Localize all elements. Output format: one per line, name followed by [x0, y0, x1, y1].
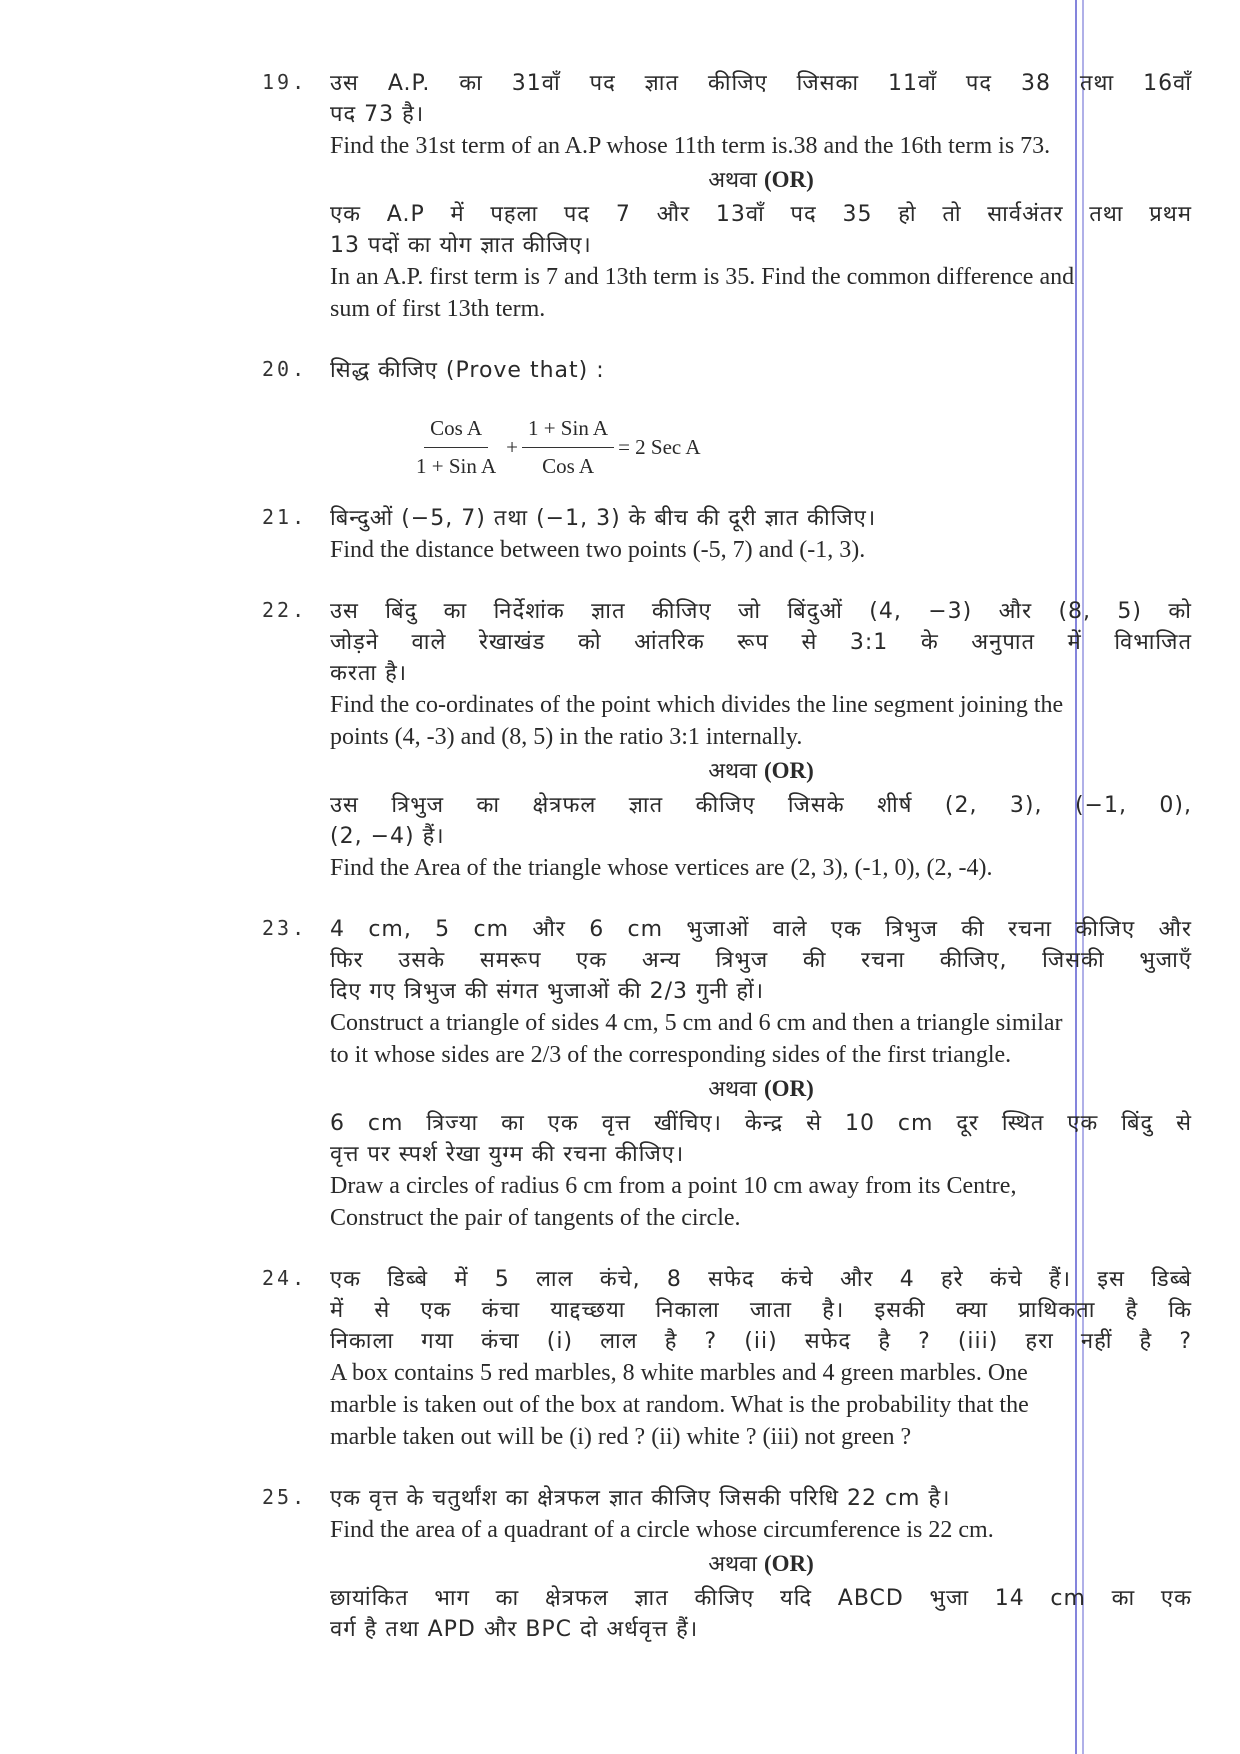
hindi-line: 6 cm त्रिज्या का एक वृत्त खींचिए। केन्द्र से 10 cm दूर स्थित एक बिंदु से — [330, 1111, 1192, 1136]
fraction-numerator: 1 + Sin A — [522, 416, 614, 448]
hindi-line: करता है। — [330, 661, 408, 686]
or-english: (OR) — [763, 1551, 814, 1576]
question-23 — [262, 914, 1192, 1234]
hindi-line: उस त्रिभुज का क्षेत्रफल ज्ञात कीजिए जिसके शीर्ष (2, 3), (−1, 0), — [330, 793, 1192, 818]
english-line: Find the distance between two points (-5, 7) and (-1, 3). — [330, 537, 866, 563]
or-divider — [330, 164, 1192, 197]
exam-page — [262, 68, 1192, 1645]
question-24 — [262, 1264, 1192, 1453]
english-line: Construct a triangle of sides 4 cm, 5 cm and 6 cm and then a triangle similar — [330, 1010, 1063, 1036]
question-20 — [262, 355, 1192, 479]
question-number: 20. — [262, 357, 308, 381]
fraction-1 — [410, 416, 502, 479]
english-line: marble is taken out of the box at random. What is the probability that the — [330, 1392, 1029, 1418]
hindi-line: 13 पदों का योग ज्ञात कीजिए। — [330, 233, 592, 258]
equation-rhs: = 2 Sec A — [618, 435, 701, 459]
hindi-line: एक A.P में पहला पद 7 और 13वाँ पद 35 हो तो सार्वअंतर तथा प्रथम — [330, 202, 1192, 227]
hindi-line: बिन्दुओं (−5, 7) तथा (−1, 3) के बीच की दूरी ज्ञात कीजिए। — [330, 506, 877, 531]
question-number: 23. — [262, 916, 308, 940]
question-number: 22. — [262, 598, 308, 622]
or-hindi: अथवा — [708, 1077, 757, 1102]
english-line: sum of first 13th term. — [330, 296, 546, 322]
or-hindi: अथवा — [708, 1552, 757, 1577]
english-line: points (4, -3) and (8, 5) in the ratio 3:1 internally. — [330, 724, 803, 750]
question-number: 24. — [262, 1266, 308, 1290]
hindi-line: एक वृत्त के चतुर्थांश का क्षेत्रफल ज्ञात कीजिए जिसकी परिधि 22 cm है। — [330, 1486, 951, 1511]
hindi-line: (2, −4) हैं। — [330, 824, 445, 849]
hindi-line: उस A.P. का 31वाँ पद ज्ञात कीजिए जिसका 11वाँ पद 38 तथा 16वाँ — [330, 71, 1192, 96]
english-line: to it whose sides are 2/3 of the corresponding sides of the first triangle. — [330, 1042, 1012, 1068]
fraction-denominator: Cos A — [542, 454, 594, 478]
hindi-line: 4 cm, 5 cm और 6 cm भुजाओं वाले एक त्रिभुज की रचना कीजिए और — [330, 917, 1192, 942]
fraction-denominator: 1 + Sin A — [416, 454, 497, 478]
or-divider — [330, 1073, 1192, 1106]
hindi-line: उस बिंदु का निर्देशांक ज्ञात कीजिए जो बिंदुओं (4, −3) और (8, 5) को — [330, 599, 1192, 624]
hindi-line: सिद्ध कीजिए (Prove that) : — [330, 358, 605, 383]
english-line: In an A.P. first term is 7 and 13th term is 35. Find the common difference and — [330, 264, 1075, 290]
plus-sign: + — [506, 435, 518, 459]
fraction-numerator: Cos A — [424, 416, 488, 448]
question-number: 19. — [262, 70, 308, 94]
hindi-line: दिए गए त्रिभुज की संगत भुजाओं की 2/3 गुनी हों। — [330, 979, 765, 1004]
or-hindi: अथवा — [708, 759, 757, 784]
question-25 — [262, 1483, 1192, 1645]
or-english: (OR) — [763, 167, 814, 192]
english-line: Find the area of a quadrant of a circle whose circumference is 22 cm. — [330, 1517, 994, 1543]
question-21 — [262, 503, 1192, 566]
or-english: (OR) — [763, 758, 814, 783]
english-line: A box contains 5 red marbles, 8 white marbles and 4 green marbles. One — [330, 1360, 1028, 1386]
hindi-line: निकाला गया कंचा (i) लाल है ? (ii) सफेद है ? (iii) हरा नहीं है ? — [330, 1329, 1192, 1354]
english-line: Find the Area of the triangle whose vertices are (2, 3), (-1, 0), (2, -4). — [330, 855, 993, 881]
hindi-line: में से एक कंचा याद्दच्छया निकाला जाता है। इसकी क्या प्राथिकता है कि — [330, 1298, 1192, 1323]
hindi-line: पद 73 है। — [330, 102, 425, 127]
english-line: Draw a circles of radius 6 cm from a point 10 cm away from its Centre, — [330, 1173, 1017, 1199]
or-hindi: अथवा — [708, 168, 757, 193]
hindi-line: वृत्त पर स्पर्श रेखा युग्म की रचना कीजिए। — [330, 1142, 685, 1167]
question-22 — [262, 596, 1192, 884]
trig-equation — [410, 416, 1192, 479]
or-english: (OR) — [763, 1076, 814, 1101]
fraction-2 — [522, 416, 614, 479]
english-line: Construct the pair of tangents of the circle. — [330, 1205, 741, 1231]
hindi-line: फिर उसके समरूप एक अन्य त्रिभुज की रचना कीजिए, जिसकी भुजाएँ — [330, 948, 1192, 973]
hindi-line: जोड़ने वाले रेखाखंड को आंतरिक रूप से 3:1 के अनुपात में विभाजित — [330, 630, 1192, 655]
question-number: 25. — [262, 1485, 308, 1509]
or-divider — [330, 1548, 1192, 1581]
question-number: 21. — [262, 505, 308, 529]
english-line: marble taken out will be (i) red ? (ii) white ? (iii) not green ? — [330, 1424, 912, 1450]
english-line: Find the 31st term of an A.P whose 11th term is.38 and the 16th term is 73. — [330, 133, 1051, 159]
hindi-line: छायांकित भाग का क्षेत्रफल ज्ञात कीजिए यदि ABCD भुजा 14 cm का एक — [330, 1586, 1192, 1611]
hindi-line: वर्ग है तथा APD और BPC दो अर्धवृत्त हैं। — [330, 1617, 699, 1642]
or-divider — [330, 755, 1192, 788]
hindi-line: एक डिब्बे में 5 लाल कंचे, 8 सफेद कंचे और 4 हरे कंचे हैं। इस डिब्बे — [330, 1267, 1192, 1292]
english-line: Find the co-ordinates of the point which divides the line segment joining the — [330, 692, 1064, 718]
question-19 — [262, 68, 1192, 325]
